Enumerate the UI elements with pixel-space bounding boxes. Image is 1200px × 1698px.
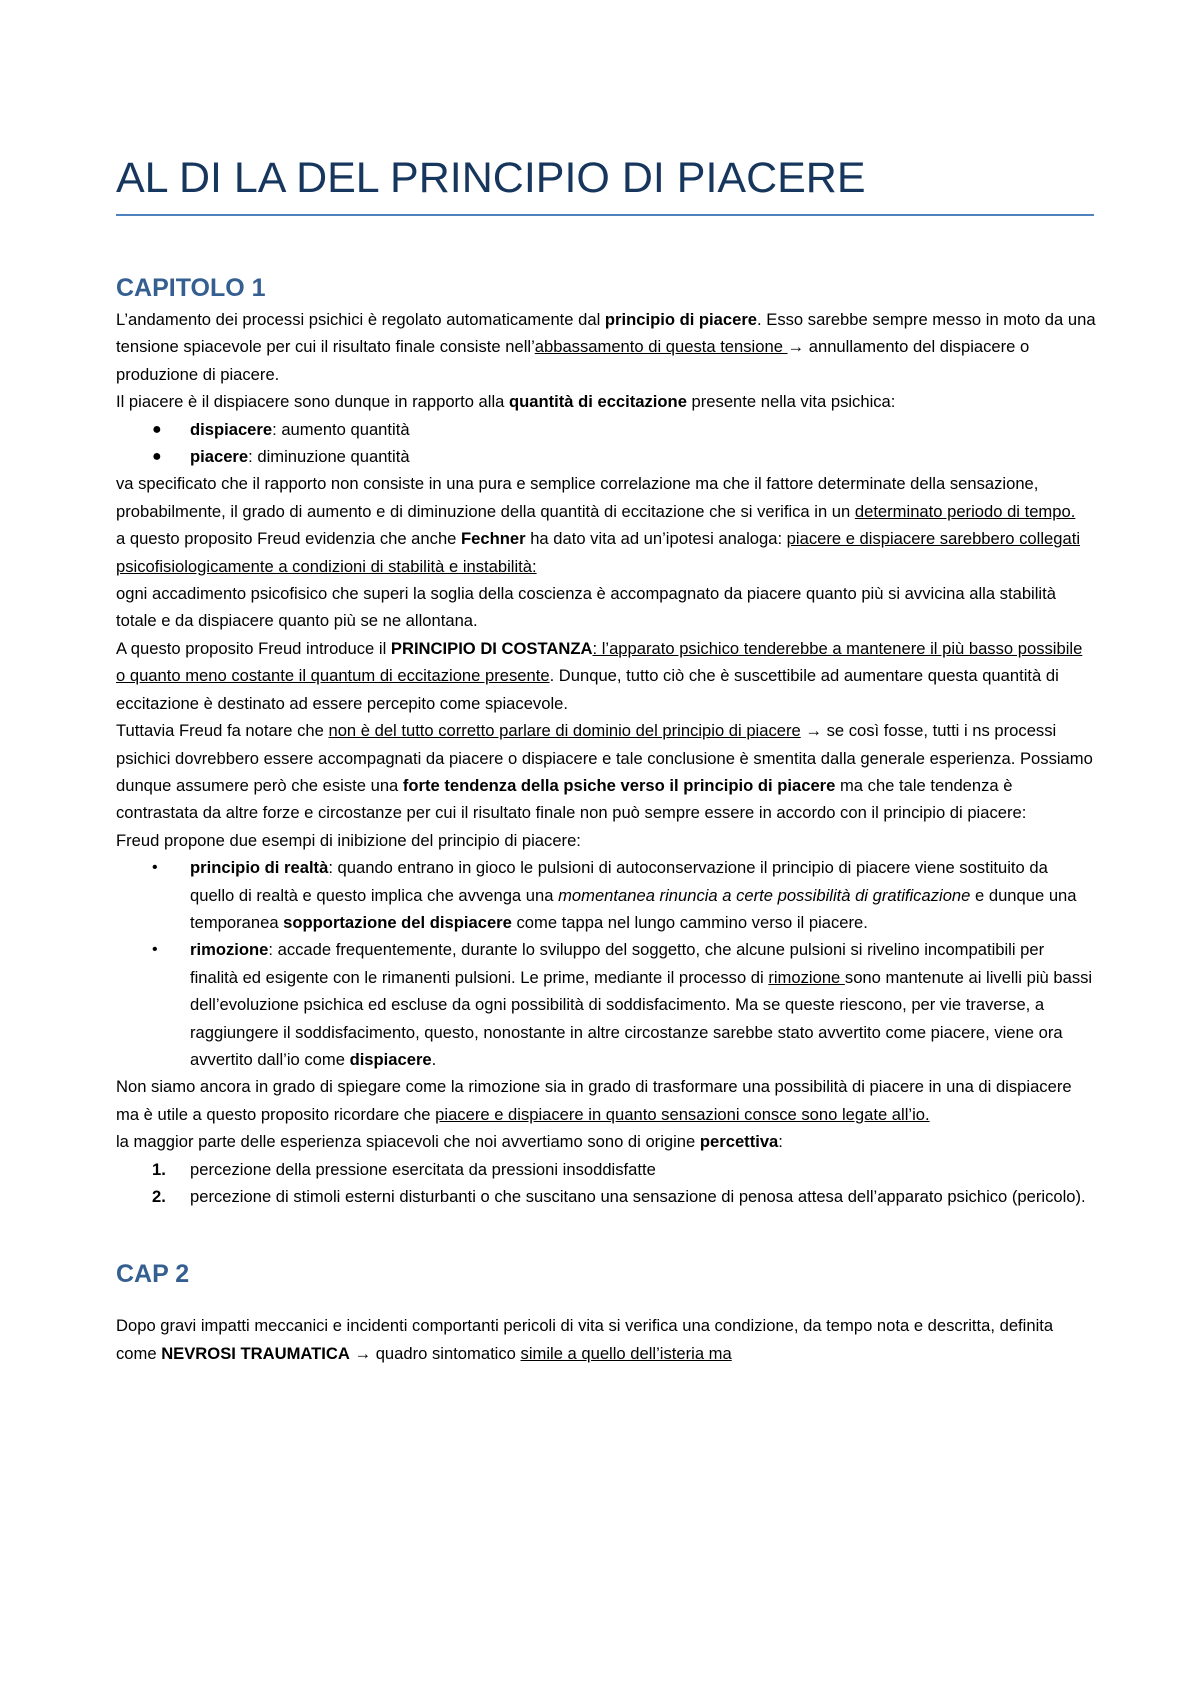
paragraph-6 [116, 635, 1096, 717]
bullet-icon: ● [152, 448, 162, 466]
numbered-list-percezione [116, 1156, 1096, 1211]
bold-text: Fechner [461, 529, 526, 549]
text: . Esso sarebbe sempre messo in moto da una tensione spiacevole per cui il risultato finale consiste nell’ [116, 310, 1096, 357]
text: ma che tale tendenza è contrastata da altre forze e circostanze per cui il risultato finale non può sempre essere in accordo con il principio di piacere: [116, 775, 1027, 823]
underlined-text: piacere e dispiacere sarebbero collegati psicofisiologicamente a condizioni di stabilità e instabilità: [116, 529, 1081, 576]
paragraph-9 [116, 1073, 1096, 1128]
paragraph-3 [116, 470, 1096, 525]
chapter-1-heading: CAPITOLO 1 [116, 274, 266, 302]
text: sono mantenute ai livelli più bassi dell’evoluzione psichica ed escluse da ogni possibilità di soddisfacimento. Ma se queste riescono, per vie traverse, a raggiungere il soddisfacimento, questo, nonostante in altre circostanze sarebbe stato avvertito come piacere, viene ora avvertito dall’io come [190, 967, 1093, 1069]
bold-text: dispiacere [349, 1049, 432, 1069]
paragraph-8: Freud propone due esempi di inibizione del principio di piacere: [116, 830, 581, 850]
text: e dunque una temporanea [190, 885, 1077, 932]
text: : quando entrano in gioco le pulsioni di autoconservazione il principio di piacere viene sostituito da quello di realtà e questo implica che avvenga una [190, 858, 1048, 905]
paragraph-5: ogni accadimento psicofisico che superi la soglia della coscienza è accompagnato da piacere quanto più si avvicina alla stabilità totale e da dispiacere quanto più se ne allontana. [116, 584, 1056, 631]
text: Dopo gravi impatti meccanici e incidenti comportanti pericoli di vita si verifica una condizione, da tempo nota e descritta, definita come [116, 1316, 1054, 1363]
bold-text: principio di realtà [190, 858, 329, 878]
bullet-icon: ● [152, 420, 162, 438]
title-underline [116, 214, 1094, 216]
list-item [116, 1183, 1096, 1210]
list-item [116, 854, 1096, 936]
text: : aumento quantità [272, 419, 410, 439]
underlined-text: : l’apparato psichico tenderebbe a mantenere il più basso possibile o quanto meno costante il quantum di eccitazione presente [116, 638, 1083, 686]
text: presente nella vita psichica: [686, 392, 896, 412]
text: ha dato vita ad un’ipotesi analoga: [525, 529, 787, 549]
text: percezione della pressione esercitata da pressioni insoddisfatte [190, 1159, 656, 1179]
bold-text: quantità di eccitazione [508, 392, 687, 412]
text: Il piacere è il dispiacere sono dunque in rapporto alla [116, 392, 509, 412]
text: : diminuzione quantità [248, 447, 410, 467]
text: A questo proposito Freud introduce il [116, 638, 391, 658]
paragraph-2 [116, 388, 1096, 415]
underlined-text: rimozione [768, 967, 845, 987]
list-item [116, 936, 1096, 1073]
list-item [116, 1156, 1096, 1183]
paragraph-4 [116, 525, 1096, 580]
text: va specificato che il rapporto non consiste in una pura e semplice correlazione ma che il fattore determinate della sensazione, probabilmente, il grado di aumento e di diminuzione della quantità di eccitazione che si verifica in un [116, 474, 1039, 521]
list-item [116, 416, 1096, 443]
bullet-list-quantita [116, 416, 1096, 471]
text: → annullamento del dispiacere o produzione di piacere. [116, 337, 1030, 384]
bullet-icon: • [152, 941, 158, 959]
bullet-list-inibizione [116, 854, 1096, 1073]
text: percezione di stimoli esterni disturbanti o che suscitano una sensazione di penosa attesa dell’apparato psichico (pericolo). [190, 1187, 1086, 1206]
bold-text: PRINCIPIO DI COSTANZA [390, 638, 593, 658]
text: → quadro sintomatico [349, 1343, 521, 1363]
paragraph-10 [116, 1128, 1096, 1155]
paragraph-cap2-1 [116, 1312, 1096, 1367]
bold-text: sopportazione del dispiacere [283, 912, 512, 932]
text: come tappa nel lungo cammino verso il piacere. [511, 912, 868, 932]
text: . Dunque, tutto ciò che è suscettibile ad aumentare questa quantità di eccitazione è destinato ad essere percepito come spiacevole. [116, 666, 1059, 713]
bold-text: forte tendenza della psiche verso il principio di piacere [402, 775, 836, 795]
underlined-text: abbassamento di questa tensione [534, 337, 788, 357]
underlined-text: determinato periodo di tempo. [854, 501, 1076, 521]
paragraph-7 [116, 717, 1096, 827]
paragraph-1 [116, 306, 1096, 388]
bold-text: NEVROSI TRAUMATICA [161, 1343, 350, 1363]
bold-text: rimozione [190, 940, 269, 960]
bold-text: principio di piacere [604, 310, 758, 329]
text: a questo proposito Freud evidenzia che anche [116, 529, 462, 549]
text: : [778, 1132, 783, 1152]
underlined-text: non è del tutto corretto parlare di dominio del principio di piacere [328, 721, 801, 741]
list-item [116, 443, 1096, 470]
chapter-2-heading: CAP 2 [116, 1260, 190, 1289]
list-number: 2. [152, 1187, 166, 1206]
text: : accade frequentemente, durante lo sviluppo del soggetto, che alcune pulsioni si rivelino incompatibili per finalità ed esigente con le rimanenti pulsioni. Le prime, mediante il processo di [190, 940, 1045, 987]
underlined-text: simile a quello dell’isteria ma [520, 1343, 732, 1363]
text: . [431, 1049, 437, 1069]
text: Non siamo ancora in grado di spiegare come la rimozione sia in grado di trasformare una possibilità di piacere in una di dispiacere ma è utile a questo proposito ricordare che [116, 1077, 1072, 1124]
underlined-text: piacere e dispiacere in quanto sensazioni consce sono legate all’io. [435, 1104, 930, 1124]
bullet-icon: • [152, 859, 158, 877]
bold-text: percettiva [699, 1132, 779, 1152]
text: L’andamento dei processi psichici è regolato automaticamente dal [116, 310, 605, 329]
text: la maggior parte delle esperienza spiacevoli che noi avvertiamo sono di origine [116, 1132, 700, 1152]
document-body [116, 270, 1096, 1367]
page-title: AL DI LA DEL PRINCIPIO DI PIACERE [116, 154, 866, 202]
italic-text: momentanea rinuncia a certe possibilità di gratificazione [558, 885, 971, 905]
text: → se così fosse, tutti i ns processi psichici dovrebbero essere accompagnati da piacere o dispiacere e tale conclusione è smentita dalla generale esperienza. Possiamo dunque assumere però che esiste una [116, 721, 1093, 795]
text: Tuttavia Freud fa notare che [116, 721, 329, 741]
bold-text: dispiacere [190, 419, 273, 439]
bold-text: piacere [190, 447, 249, 467]
list-number: 1. [152, 1159, 166, 1179]
